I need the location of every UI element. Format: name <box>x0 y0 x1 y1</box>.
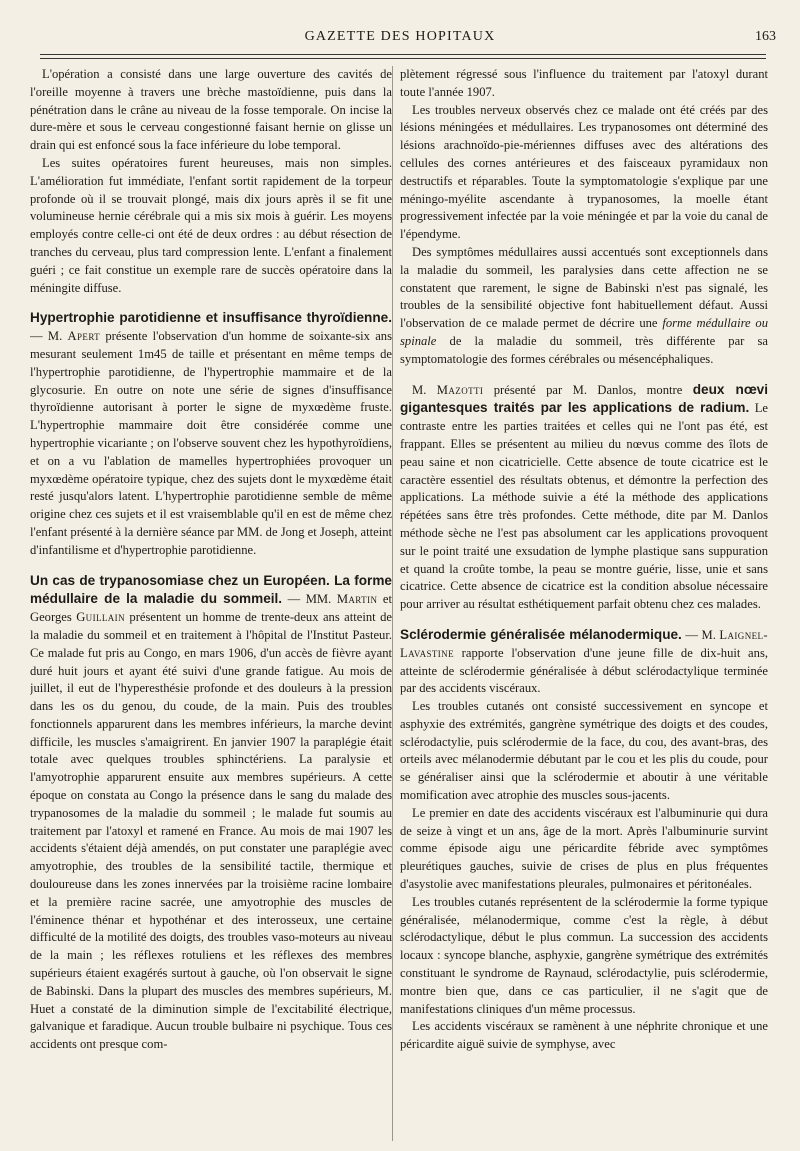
lead-text: — M. <box>30 329 63 344</box>
lead-text: M. <box>412 382 427 397</box>
column-divider <box>392 66 393 1141</box>
section-apert <box>30 309 392 559</box>
paragraph: Le premier en date des accidents viscéraux est l'albuminurie qui dura de seize à vingt et un ans, âge de la mort. Après l'albuminurie survint comme épisode aigu une péricardite fébride avec symptômes pleurétiques gauches, suivie de crises de plus en plus fréquentes d'asystolie avec manifestations pleurales, pulmonaires et péritonéales. <box>400 805 768 892</box>
author-name: Laignel-Lavastine <box>400 627 768 660</box>
author-name: Guillain <box>76 610 125 625</box>
lead-text: — M. <box>685 627 716 642</box>
author-name: Apert <box>67 329 101 344</box>
author-name: Mazotti <box>436 382 484 397</box>
lead-text: — MM. <box>287 592 332 607</box>
author-name: Martin <box>336 592 378 607</box>
paragraph: Les accidents viscéraux se ramènent à une néphrite chronique et une péricardite aiguë suivie de symphyse, avec <box>400 1019 768 1052</box>
journal-title: GAZETTE DES HOPITAUX <box>304 29 496 44</box>
paragraph: Les troubles nerveux observés chez ce malade ont été créés par des lésions méningées et médullaires. Les trypanosomes ont déterminé des lésions arachnoïdo-pie-mériennes diffuses avec des altérations des cellules des cornes antérieures et des faisceaux pyramidaux non destructifs et réparables. Toute la symptomatologie s'explique par une méningo-myélite ascendante à trypanosomes, la moelle étant progressivement infectée par la voie méningée et par la voie du canal de l'épendyme. <box>400 102 768 242</box>
lead-text: présenté par M. Danlos, montre <box>493 382 683 397</box>
section-text: présentent un homme de trente-deux ans atteint de la maladie du sommeil et en traitement à l'hôpital de l'Institut Pasteur. Ce malade fut pris au Congo, en mars 1906, d'un accès de fièvre ayant duré huit jours et ayant été suivi d'une grande fatigue. Au mois de juillet, il eut de l'hyperesthésie profonde et des douleurs à la pression dans les os du genou, du coude, de la main. Puis des troubles fonctionnels apparurent dans les membres inférieurs, la marche devint difficile, les muscles s'amaigrirent. En janvier 1907 la paraplégie était totale avec quelques troubles sphinctériens. La paralysie et l'amyotrophie apparurent ensuite aux membres supérieurs. A cette époque on constata au Congo la présence dans le sang du malade des trypanosomes de la maladie du sommeil ; le malade fut soumis au traitement par l'atoxyl et ramené en France. Au mois de mai 1907 les accidents s'étaient déjà amendés, on put constater une paraplégie avec amyotrophie, des troubles de la sensibilité tactile, thermique et douloureuse dans les zones innervées par la troisième racine lombaire et la première racine sacrée, une amyotrophie des muscles de l'éminence thénar et hypothénar et des interosseux, une certaine difficulté de la motilité des doigts, des troubles vaso-moteurs au niveau de la main ; les réflexes rotuliens et les réflexes des membres supérieurs étaient exagérés surtout à gauche, où l'on observait le signe de Babinski. Dans la plupart des muscles des membres supérieurs, M. Huet a constaté de la diminution simple de l'excitabilité électrique, galvanique et faradique. Aucun trouble bulbaire ni psychique. Tous ces accidents ont presque com- <box>30 610 392 1052</box>
header-rule-bottom <box>40 58 766 59</box>
paragraph <box>400 244 768 369</box>
header-rule-top <box>40 54 766 55</box>
section-sclerodermie <box>400 626 768 698</box>
left-column <box>30 66 392 1141</box>
section-trypanosomiase <box>30 572 392 1055</box>
paragraph-text: Des symptômes médullaires aussi accentués sont exceptionnels dans la maladie du sommeil, les paralysies dans cette affection ne se constatent que rarement, le signe de Babinski n'est pas signalé, les troubles de la sensibilité objective font habituellement défaut. Aussi l'observation de ce malade permet de décrire une <box>400 244 768 331</box>
page-header <box>20 26 780 48</box>
paragraph: Les troubles cutanés ont consisté successivement en syncope et asphyxie des extrémités, gangrène symétrique des doigts et des coudes, sclérodactylie, puis sclérodermie de la face, du cou, des avant-bras, des orteils avec mélanodermie débutant par le cou et les plis du coude, pour se généraliser ainsi que la sclérodermie et aboutir à une véritable momification avec atrophie des muscles sous-jacents. <box>400 699 768 803</box>
section-heading: deux nœvi gigantesques traités par les applications de radium. <box>400 381 768 416</box>
section-text: présente l'observation d'un homme de soixante-six ans mesurant seulement 1m45 de taille et présentant en même temps de l'hypertrophie parotidienne, de l'hypertrophie mammaire et de la glycosurie. En outre on note une série de signes d'insuffisance thyroïdienne autorisant à porter le signe de myxœdème fruste. L'hypertrophie mammaire doit être considérée comme une hypertrophie vicariante ; on l'observe souvent chez les hypothyroïdiens, et on a vu l'ablation de mamelles hypertrophiées provoquer un myxœdème opératoire typique, chez des sujets dont le myxœdème était resté jusqu'alors latent. L'hypertrophie parotidienne semble de même origine chez ces sujets et il est vraisemblable qu'il en est de même chez l'enfant présenté à la dernière séance par MM. de Jong et Joseph, atteint d'infantilisme et d'hypertrophie parotidienne. <box>30 329 392 557</box>
section-heading: Sclérodermie généralisée mélanodermique. <box>400 626 682 642</box>
lead-text: et Georges <box>30 592 392 625</box>
paragraph-text: de la maladie du sommeil, très différente par sa symptomatologie des formes cérébrales ou mésencéphaliques. <box>400 333 768 366</box>
emphasis-text: forme médullaire ou spinale <box>400 316 768 348</box>
paragraph: L'opération a consisté dans une large ouverture des cavités de l'oreille moyenne à travers une brèche mastoïdienne, puis dans la pénétration dans le crâne au niveau de la fosse temporale. On incise la dure-mère et sous le cerveau congestionné faisant hernie on glisse un drain qui est enfoncé sous la face inférieure du lobe temporal. <box>30 67 392 153</box>
paragraph: plètement régressé sous l'influence du traitement par l'atoxyl durant toute l'année 1907. <box>400 67 768 99</box>
right-column <box>400 66 768 1141</box>
paragraph: Les suites opératoires furent heureuses, mais non simples. L'amélioration fut immédiate, l'enfant sortit rapidement de la torpeur profonde où il se trouvait plongé, mais dix jours après il se fit une volumineuse hernie cérébrale qui a mis six mois à guérir. Les moyens employés contre celle-ci ont été de deux ordres : au début résection de tranches du cerveau, plus tard compression lente. L'enfant a finalement guéri ; ce fait constitue un exemple rare de succès opératoire dans la méningite diffuse. <box>30 155 392 295</box>
page-number: 163 <box>755 29 776 44</box>
section-heading: Un cas de trypanosomiase chez un Européen. La forme médullaire de la maladie du sommeil. <box>30 572 392 607</box>
section-text: rapporte l'observation d'une jeune fille de dix-huit ans, atteinte de sclérodermie généralisée à début sclérodactylique terminée par des accidents viscéraux. <box>400 645 768 696</box>
section-text: Le contraste entre les parties traitées et celles qui ne l'ont pas été, est frappant. Elles se présentent au milieu du nœvus comme des îlots de peau saine et non cicatricielle. Cette absence de toute cicatrice est le caractère essentiel des résultats obtenus, et démontre la perfection des applications. La méthode suivie a été la méthode des applications répétées sans être très profondes. Cette méthode, dite par M. Danlos méthode sèche ne l'est pas absolument car les applications provoquent sur le point traité une exsudation de lymphe plastique sans suppuration et quand la croûte tombe, la peau se montre guérie, lisse, unie et sans cicatrice. Cette absence de cicatrice est la condition absolue nécessaire pour arriver au résultat esthétiquement parfait obtenu chez ces malades. <box>400 401 768 612</box>
paragraph: Les troubles cutanés représentent de la sclérodermie la forme typique généralisée, mélanodermique, comme c'est la règle, à début sclérodactylique, début le plus commun. La succession des accidents locaux : syncope blanche, asphyxie, gangrène symétrique des extrémités constituant le syndrome de Raynaud, sclérodactylie, puis sclérodermie, montre bien que, dans ce cas particulier, il ne s'agit que de manifestations cliniques d'un même processus. <box>400 894 768 1016</box>
section-nevi <box>400 381 768 614</box>
section-heading: Hypertrophie parotidienne et insuffisance thyroïdienne. <box>30 310 392 326</box>
